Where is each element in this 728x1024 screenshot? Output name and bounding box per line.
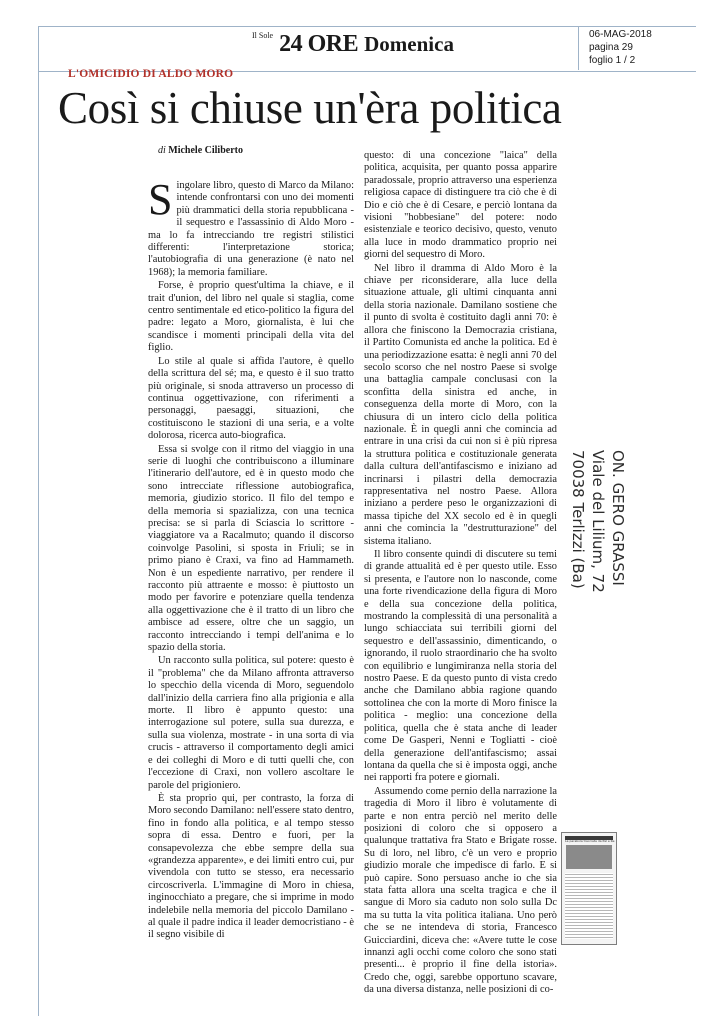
clipping-meta [578,26,696,70]
masthead-logo: 24 ORE [279,31,359,57]
article-column-2 [364,150,557,996]
stamp-line-name: ON. GERO GRASSI [609,450,627,586]
byline-author: Michele Ciliberto [168,145,243,156]
paragraph: Forse, è proprio quest'ultima la chiave, e il trait d'union, del libro nel quale si staglia, come centro sentimentale ed etico-politico la figura del padre: legato a Moro, giornalista, è lui che scandisce i momenti principali della vita del figlio. [148,280,354,354]
clipping-page: pagina 29 [589,42,633,53]
byline-prefix: di [158,145,169,156]
article-kicker: L'OMICIDIO DI ALDO MORO [68,68,234,80]
paragraph: questo: di una concezione "laica" della politica, acquisita, per quanto possa apparire paradossale, proprio attraverso una esperienza religiosa capace di distinguere tra ciò che è di Dio e ciò che è di Cesare, e perciò lontana da visioni "hobbesiane" del potere: nodo esistenziale e teorico decisivo, questo, venuto alla luce in modo drammatico proprio nei giorni del sequestro di Moro. [364,150,557,261]
thumbnail-text-lines [565,873,613,939]
stamp-line-city: 70038 Terlizzi (Ba) [569,450,587,589]
page-thumbnail [561,832,617,945]
paragraph: È sta proprio qui, per contrasto, la forza di Moro secondo Damilano: nell'essere stato dentro, fino in fondo alla politica, e al tempo stesso sopra di essa. Dentro e fuori, per la consapevolezza che ebbe sempre della sua «grandezza apparente», e dei limiti entro cui, pur vivendola con tutto se stesso, era necessario circoscriverla. L'immagine di Moro in chiesa, inginocchiato a pregare, che si imprime in modo indelebile nella memoria del piccolo Damilano - al quale il padre indica il leader democristiano - è il segno visibile di [148,792,354,941]
masthead [252,32,454,56]
paragraph: Nel libro il dramma di Aldo Moro è la chiave per riconsiderare, alla luce della situazione attuale, gli ultimi cinquanta anni della storia nazionale. Damilano sostiene che il punto di svolta è costituito dagli anni 70: è allora che finiscono la Democrazia cristiana, il Partito Comunista ed anche la politica. Ed è una periodizzazione esatta: è negli anni 70 del secolo scorso che nel nostro Paese si svolge una battaglia campale conclusasi con la sconfitta della sinistra ed anche, in conseguenza della morte di Moro, con la chiusura di un intero ciclo della politica nazionale. È in quegli anni che comincia ad entrare in una crisi da cui non si è più ripresa la struttura politica e costituzionale generata dalla cultura dell'antifascismo e iniziano ad incrinarsi i pilastri della democrazia rappresentativa nel nostro Paese. Allora iniziano a perdere peso le organizzazioni di massa tipiche del XX secolo ed è in quegli anni che comincia la "destrutturazione" del sistema italiano. [364,262,557,547]
masthead-small: Il Sole [252,31,274,40]
article-byline [158,145,243,156]
article-column-1 [148,175,354,955]
clipping-border [38,26,39,1016]
paragraph [148,175,354,279]
thumbnail-photo [566,845,612,869]
thumbnail-caption: La parabola tracciata da Pal e Re [565,839,615,843]
paragraph-text: ingolare libro, questo di Marco da Milano: intende confrontarsi con uno dei momenti più drammatici della storia repubblicana - il sequestro e l'assassinio di Aldo Moro - ma lo fa intrecciando tre registri stilistici differenti: l'interpretazione storica; l'autobiografia di una generazione (è nato nel 1968); la memoria familiare. [148,180,354,278]
paragraph: Lo stile al quale si affida l'autore, è quello della scrittura del sé; ma, e questo è il suo tratto più originale, si snoda attraverso un processo di continua oggettivazione, con riferimenti a personaggi, paesaggi, situazioni, che costituiscono le stazioni di una seria, e a volte dolorosa, ricerca auto-biografica. [148,355,354,442]
paragraph: Assumendo come pernio della narrazione la tragedia di Moro il libro è volutamente di parte e non entra perciò nel merito delle posizioni di coloro che si opposero a qualunque trattativa fra Stato e Brigate rosse. Su di loro, nel libro, c'è un vero e proprio giudizio morale che impedisce di farlo. E si può capire. Sono persuaso anche io che sia stata fatta allora una scelta tragica e che il sangue di Moro sia caduto non solo sulla Dc ma su tutta la vita politica italiana. Uno però che se ne intendeva di storia, Francesco Guicciardini, diceva che: «Avere tutte le cose innanzi agli occhi come coloro che sono stati presenti... è proprio il fine della istoria». Credo che, oggi, sarebbe opportuno scavare, da una diversa distanza, nelle posizioni di co- [364,785,557,996]
paragraph: Il libro consente quindi di discutere su temi di grande attualità ed è per questo utile. Esso si presenta, e l'autore non lo nasconde, come una forte rivendicazione della figura di Moro e della sua concezione della politica, mostrando la complessità di una personalità a lungo schiacciata sui terribili giorni del sequestro e dell'assassinio, dimenticando, o ignorando, il ruolo straordinario che ha svolto con equilibrio e lungimiranza nella storia del nostro Paese. E da questo punto di vista credo anche che Damilano abbia ragione quando sottolinea che con la morte di Moro finisce la politica - meglio: una concezione della politica, quella che è stata anche di leader come De Gasperi, Nenni e Togliatti - cioè della generazione dell'antifascismo; assai lontana da quella che si è imposta oggi, anche nei rapporti fra potere e giornali. [364,549,557,784]
paragraph: Un racconto sulla politica, sul potere: questo è il "problema" che da Milano affronta attraverso lo specchio della vicenda di Moro, seguendolo dall'inizio della carriera fino alla prigionia e alla morte. Il libro è appunto questo: una interrogazione sul potere, sulla sua durezza, e sulla sua violenza, mostrate - in una sorta di via crucis - attraverso il comportamento degli amici e dei colleghi di Moro e di tutti quelli che, con l'eccezione di Craxi, non vollero ascoltare le parole del prigioniero. [148,655,354,791]
stamp-line-street: Viale del Lilium, 72 [589,450,607,593]
paragraph: Essa si svolge con il ritmo del viaggio in una serie di luoghi che contribuiscono a illuminare l'itinerario dell'autore, ed è in questo modo che sono intrecciate riflessione autobiografica, memoria, giudizio storico. Il filo del tempo e della memoria si spazializza, con una tecnica precisa: se si parla di Sciascia lo scrittore - viaggiatore va a Racalmuto; quando il discorso coinvolge Pasolini, si sposta in Friuli; se in primo piano è Craxi, va fino ad Hammameth. Non è un espediente narrativo, per rendere il racconto più attraente e mosso: è piuttosto un modo per favorire e potenziare quella tendenza alla oggettivazione che è il tratto di un libro che ambisce ad essere, oltre che un saggio, un racconto intrecciando i tempi dell'anima e lo spazio della storia. [148,443,354,654]
article-headline: Così si chiuse un'èra politica [58,83,562,133]
drop-cap: S [148,175,173,224]
address-stamp [569,450,728,593]
clipping-sheet: foglio 1 / 2 [589,55,636,66]
masthead-section: Domenica [364,32,454,56]
clipping-date: 06-MAG-2018 [589,29,652,40]
